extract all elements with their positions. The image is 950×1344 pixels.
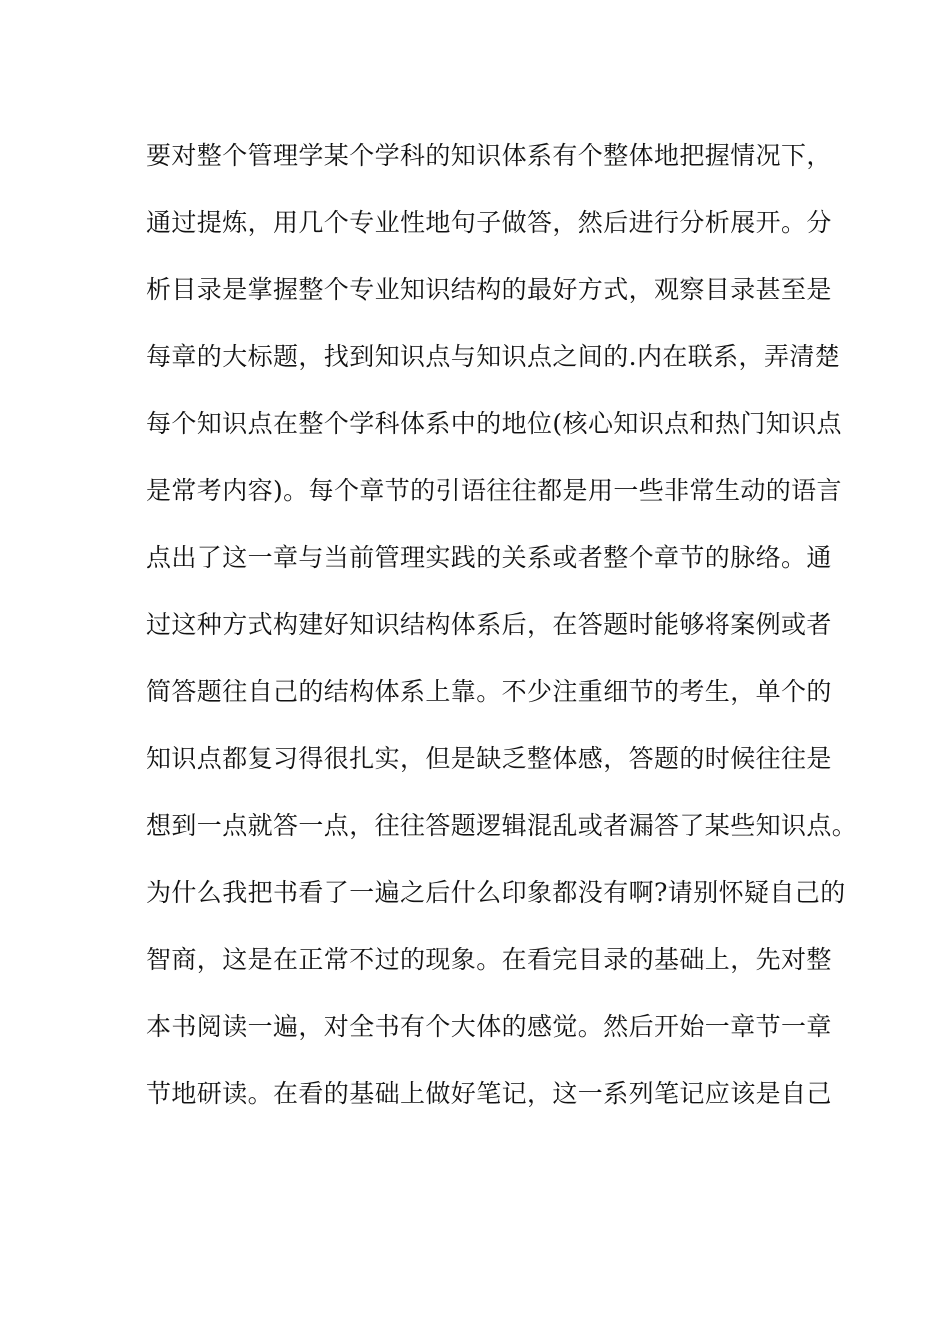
- text-line: 简答题往自己的结构体系上靠。不少注重细节的考生，单个的: [146, 677, 832, 706]
- text-line: 是常考内容)。每个章节的引语往往都是用一些非常生动的语言: [146, 476, 842, 505]
- text-line: 本书阅读一遍，对全书有个大体的感觉。然后开始一章节一章: [146, 1012, 832, 1041]
- text-line: 析目录是掌握整个专业知识结构的最好方式，观察目录甚至是: [146, 275, 832, 304]
- text-line: 每个知识点在整个学科体系中的地位(核心知识点和热门知识点: [146, 409, 842, 438]
- text-line: 知识点都复习得很扎实，但是缺乏整体感，答题的时候往往是: [146, 744, 832, 773]
- text-line: 想到一点就答一点，往往答题逻辑混乱或者漏答了某些知识点。: [146, 811, 858, 840]
- text-line: 要对整个管理学某个学科的知识体系有个整体地把握情况下，: [146, 141, 832, 170]
- text-line: 点出了这一章与当前管理实践的关系或者整个章节的脉络。通: [146, 543, 832, 572]
- text-line: 通过提炼，用几个专业性地句子做答，然后进行分析展开。分: [146, 208, 832, 237]
- text-line: 节地研读。在看的基础上做好笔记，这一系列笔记应该是自己: [146, 1079, 832, 1108]
- text-line: 每章的大标题，找到知识点与知识点之间的.内在联系，弄清楚: [146, 342, 841, 371]
- text-line: 为什么我把书看了一遍之后什么印象都没有啊?请别怀疑自己的: [146, 878, 846, 907]
- body-paragraph: [146, 128, 858, 1133]
- text-line: 过这种方式构建好知识结构体系后，在答题时能够将案例或者: [146, 610, 832, 639]
- text-line: 智商，这是在正常不过的现象。在看完目录的基础上，先对整: [146, 945, 832, 974]
